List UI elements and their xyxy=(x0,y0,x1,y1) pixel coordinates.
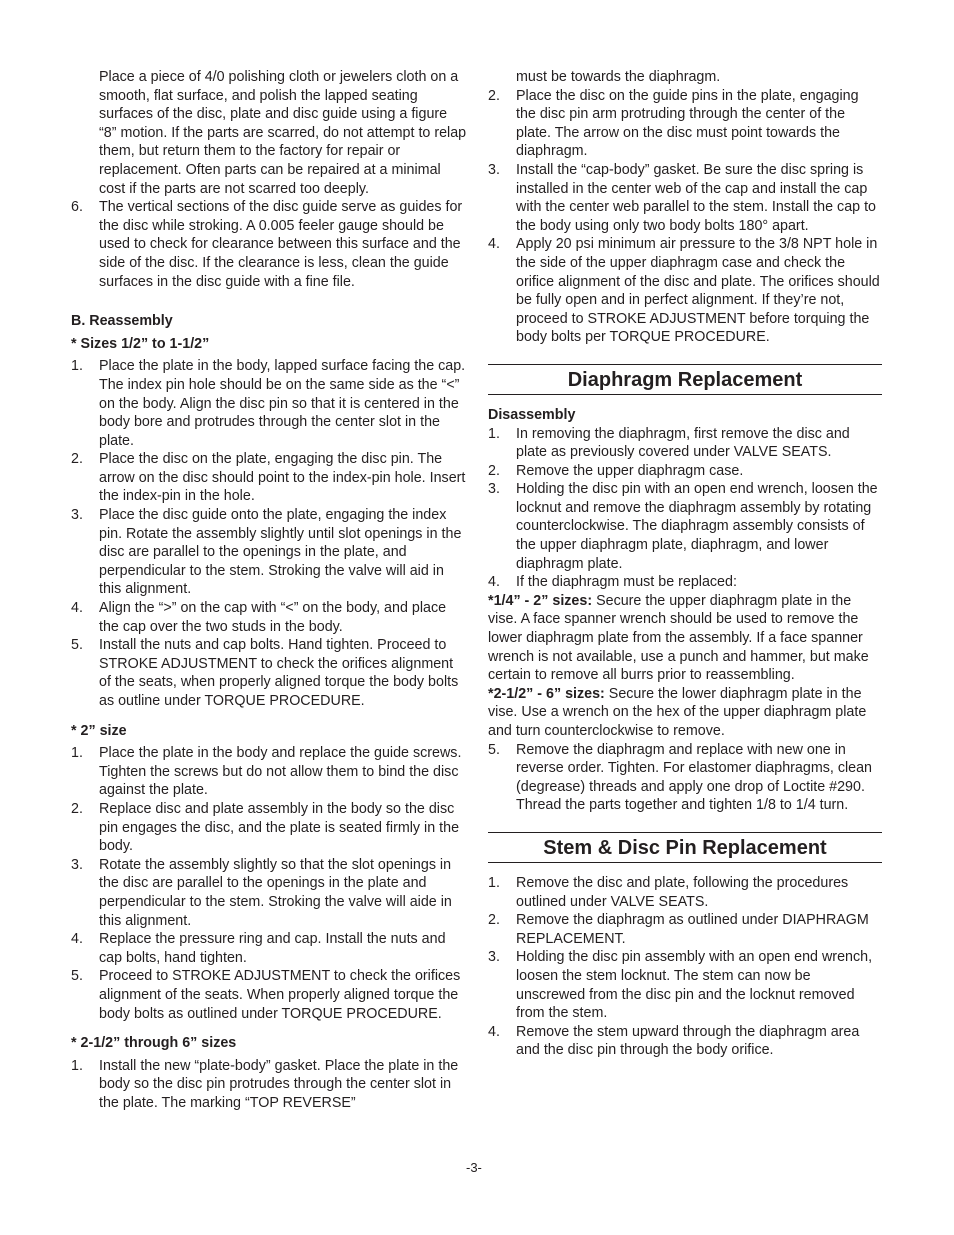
list-item xyxy=(71,450,467,506)
list-number: 1. xyxy=(71,745,83,762)
list-item xyxy=(488,573,882,592)
section-header-stem xyxy=(488,832,882,863)
section-header-diaphragm xyxy=(488,364,882,395)
list-text: Proceed to STROKE ADJUSTMENT to check the orifices alignment of the seats. When properly aligned torque the body bolts as outlined under TORQUE PROCEDURE. xyxy=(99,968,461,1022)
numbered-list xyxy=(71,744,467,1023)
list-item xyxy=(71,856,467,930)
size-text: Secure the upper diaphragm plate in the vise. A face spanner wrench should be used to remove the lower diaphragm plate from the assembly. If a face spanner wrench is not available, use a punch and hammer, but make certain to remove all burrs prior to reassembling. xyxy=(488,592,869,684)
subheading: * 2-1/2” through 6” sizes xyxy=(71,1035,237,1052)
list-number: 1. xyxy=(488,425,500,442)
list-item xyxy=(488,480,882,573)
size-text: Secure the lower diaphragm plate in the vise. Use a wrench on the hex of the upper diaphragm plate and turn counterclockwise to remove. xyxy=(488,685,867,739)
numbered-list xyxy=(488,874,882,1060)
list-item xyxy=(488,87,882,161)
list-number: 1. xyxy=(71,358,83,375)
list-text: If the diaphragm must be replaced: xyxy=(516,574,737,591)
list-number: 4. xyxy=(488,574,500,591)
list-text: Holding the disc pin with an open end wrench, loosen the locknut and remove the diaphragm assembly by rotating counterclockwise. The diaphragm assembly consists of the upper diaphragm plate, diaphragm, and lower diaphragm plate. xyxy=(516,481,878,572)
list-item xyxy=(488,425,882,462)
list-text: Replace disc and plate assembly in the body so the disc pin engages the disc, and the plate is seated firmly in the body. xyxy=(99,800,460,855)
paragraph-large-sizes xyxy=(488,685,882,741)
list-item xyxy=(488,161,882,235)
list-text: Remove the upper diaphragm case. xyxy=(516,462,744,479)
list-number: 3. xyxy=(488,481,500,498)
right-column xyxy=(488,68,882,1060)
paragraph-small-sizes xyxy=(488,592,882,685)
list-number: 3. xyxy=(71,856,83,873)
disassembly-heading: Disassembly xyxy=(488,406,576,423)
list-item xyxy=(488,1023,882,1060)
list-text: Rotate the assembly slightly so that the slot openings in the disc are parallel to the openings in the plate and perpendicular to the stem. Stroking the valve will aide in this alignment. xyxy=(99,856,452,929)
list-text: Place the disc on the plate, engaging the disc pin. The arrow on the disc should point to the index-pin hole. Insert the index-pin in the hole. xyxy=(99,451,466,505)
list-text: Remove the diaphragm as outlined under DIAPHRAGM REPLACEMENT. xyxy=(516,912,869,947)
subheading: * 2” size xyxy=(71,722,127,739)
list-item xyxy=(488,235,882,347)
subheading: * Sizes 1/2” to 1-1/2” xyxy=(71,335,210,352)
list-number: 2. xyxy=(71,451,83,468)
list-number: 3. xyxy=(488,949,500,966)
list-text: Place the plate in the body and replace the guide screws. Tighten the screws but do not allow them to bind the disc against the plate. xyxy=(99,745,462,799)
list-text: The vertical sections of the disc guide serve as guides for the disc while stroking. A 0.005 feeler gauge should be used to check for clearance between this surface and the side of the disc. If the clearance is less, clean the guide surfaces in the disc guide with a fine file. xyxy=(99,199,463,290)
section-title: Diaphragm Replacement xyxy=(567,368,803,391)
list-number: 5. xyxy=(71,637,83,654)
list-item xyxy=(71,800,467,856)
list-text: Remove the stem upward through the diaphragm area and the disc pin through the body orifice. xyxy=(516,1023,860,1059)
list-text: Holding the disc pin assembly with an open end wrench, loosen the stem locknut. The stem can now be unscrewed from the disc pin and the locknut removed from the stem. xyxy=(516,949,873,1022)
list-number: 1. xyxy=(71,1057,83,1074)
left-column xyxy=(71,68,467,1112)
list-item xyxy=(71,744,467,800)
list-number: 2. xyxy=(488,912,500,929)
list-text: Install the nuts and cap bolts. Hand tighten. Proceed to STROKE ADJUSTMENT to check the orifices alignment of the seats, when properly aligned torque the body bolts as outline under TORQUE PROCEDURE. xyxy=(99,637,459,709)
list-item xyxy=(71,599,467,636)
numbered-list xyxy=(488,425,882,592)
list-text: In removing the diaphragm, first remove the disc and plate as previously covered under VALVE SEATS. xyxy=(516,425,850,461)
list-item xyxy=(488,741,882,815)
list-item xyxy=(488,874,882,911)
list-text: Install the new “plate-body” gasket. Place the plate in the body so the disc pin protrudes through the center slot in the plate. The marking “TOP REVERSE” xyxy=(99,1057,459,1111)
list-item xyxy=(488,462,882,481)
list-item xyxy=(488,911,882,948)
list-item xyxy=(71,967,467,1023)
list-number: 3. xyxy=(71,507,83,524)
paragraph: must be towards the diaphragm. xyxy=(516,69,721,85)
paragraph: Place a piece of 4/0 polishing cloth or jewelers cloth on a smooth, flat surface, and polish the lapped seating surfaces of the disc, plate and disc guide using a figure “8” motion. If the parts are scarred, do not attempt to relap them, but return them to the factory for repair or replacement. Often parts can be repaired at a minimal cost if the parts are not scarred too deeply. xyxy=(99,69,467,197)
list-text: Place the disc guide onto the plate, engaging the index pin. Rotate the assembly slightly until slot openings in the disc are parallel to the openings in the plate, and perpendicular to the stem. Stroking the valve will aid in this alignment. xyxy=(99,507,462,598)
list-number: 1. xyxy=(488,874,500,891)
list-number: 2. xyxy=(488,462,500,479)
list-item xyxy=(71,198,467,291)
section-title: Stem & Disc Pin Replacement xyxy=(543,836,827,859)
list-item xyxy=(71,636,467,710)
list-text: Align the “>” on the cap with “<” on the body, and place the cap over the two studs in the body. xyxy=(99,600,447,635)
list-number: 4. xyxy=(488,1023,500,1040)
list-text: Apply 20 psi minimum air pressure to the 3/8 NPT hole in the side of the upper diaphragm case and check the orifice alignment of the disc and plate. The orifices should be fully open and in perfect alignment. If they’re not, proceed to STROKE ADJUSTMENT before torquing the body bolts per TORQUE PROCEDURE. xyxy=(516,236,880,346)
numbered-list xyxy=(71,357,467,710)
reassembly-heading: B. Reassembly xyxy=(71,313,173,330)
list-text: Remove the diaphragm and replace with new one in reverse order. Tighten. For elastomer diaphragms, clean (degrease) threads and apply one drop of Loctite #290. Thread the parts together and tighten 1/8 to 1/4 turn. xyxy=(516,741,873,814)
list-item xyxy=(488,948,882,1022)
list-item xyxy=(71,930,467,967)
size-label: *2-1/2” - 6” sizes: xyxy=(488,685,605,702)
list-number: 6. xyxy=(71,199,83,216)
size-label: *1/4” - 2” sizes: xyxy=(488,592,593,609)
list-number: 2. xyxy=(488,87,500,104)
list-number: 3. xyxy=(488,161,500,178)
list-text: Install the “cap-body” gasket. Be sure the disc spring is installed in the center web of the cap and install the cap with the center web parallel to the stem. Install the cap to the body using only two body bolts 180° apart. xyxy=(516,161,876,234)
list-number: 5. xyxy=(488,741,500,758)
list-number: 5. xyxy=(71,968,83,985)
list-text: Place the disc on the guide pins in the plate, engaging the disc pin arm protruding through the center of the plate. The arrow on the disc must point towards the diaphragm. xyxy=(516,87,859,160)
list-item xyxy=(71,506,467,599)
list-number: 2. xyxy=(71,800,83,817)
list-item xyxy=(71,357,467,450)
list-text: Replace the pressure ring and cap. Install the nuts and cap bolts, hand tighten. xyxy=(99,931,446,966)
list-item xyxy=(71,1057,467,1113)
page-number: -3- xyxy=(466,1160,482,1175)
list-number: 4. xyxy=(71,600,83,617)
list-text: Remove the disc and plate, following the procedures outlined under VALVE SEATS. xyxy=(516,874,849,910)
list-number: 4. xyxy=(71,931,83,948)
list-text: Place the plate in the body, lapped surface facing the cap. The index pin hole should be on the same side as the “<” on the body. Align the disc pin so that it is centered in the body bore and protrudes through the center slot in the plate. xyxy=(99,358,466,449)
list-number: 4. xyxy=(488,236,500,253)
